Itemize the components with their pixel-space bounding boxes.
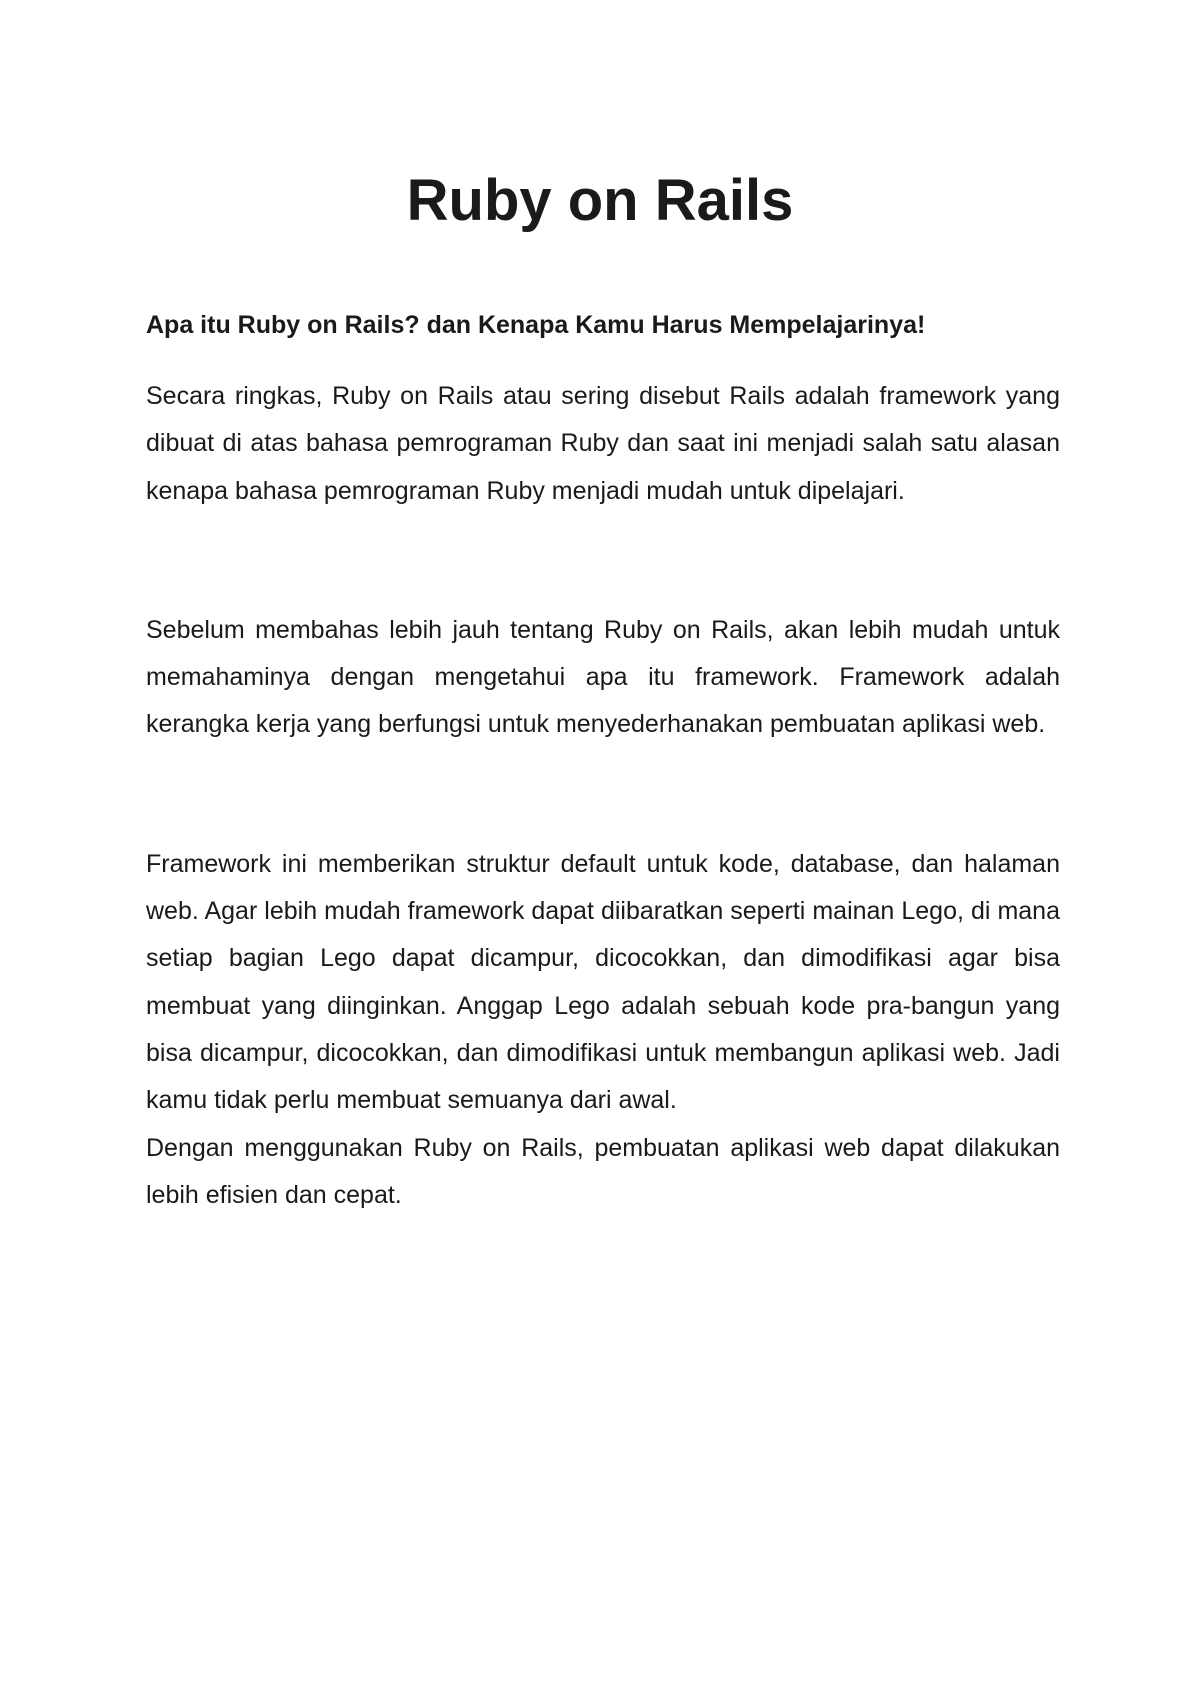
paragraph-intro: Secara ringkas, Ruby on Rails atau sering disebut Rails adalah framework yang dibuat di atas bahasa pemrograman Ruby dan saat ini menjadi salah satu alasan kenapa bahasa pemrograman Ruby menjadi mudah untuk dipelajari. <box>146 382 1060 505</box>
document-subtitle: Apa itu Ruby on Rails? dan Kenapa Kamu Harus Mempelajarinya! <box>146 311 926 339</box>
paragraph-spacer <box>146 515 1060 607</box>
paragraph-framework-definition: Sebelum membahas lebih jauh tentang Ruby on Rails, akan lebih mudah untuk memahaminya dengan mengetahui apa itu framework. Framework adalah kerangka kerja yang berfungsi untuk menyederhanakan pembuatan aplikasi web. <box>146 615 1060 739</box>
paragraph-conclusion: Dengan menggunakan Ruby on Rails, pembuatan aplikasi web dapat dilakukan lebih efisien dan cepat. <box>146 1133 1060 1209</box>
document-title: Ruby on Rails <box>406 168 794 233</box>
document-body <box>146 305 1060 1219</box>
paragraph-spacer <box>146 749 1060 841</box>
paragraph-lego-analogy: Framework ini memberikan struktur default untuk kode, database, dan halaman web. Agar lebih mudah framework dapat diibaratkan seperti mainan Lego, di mana setiap bagian Lego dapat dicampur, dicocokkan, dan dimodifikasi agar bisa membuat yang diinginkan. Anggap Lego adalah sebuah kode pra-bangun yang bisa dicampur, dicocokkan, dan dimodifikasi untuk membangun aplikasi web. Jadi kamu tidak perlu membuat semuanya dari awal. <box>146 849 1060 1115</box>
